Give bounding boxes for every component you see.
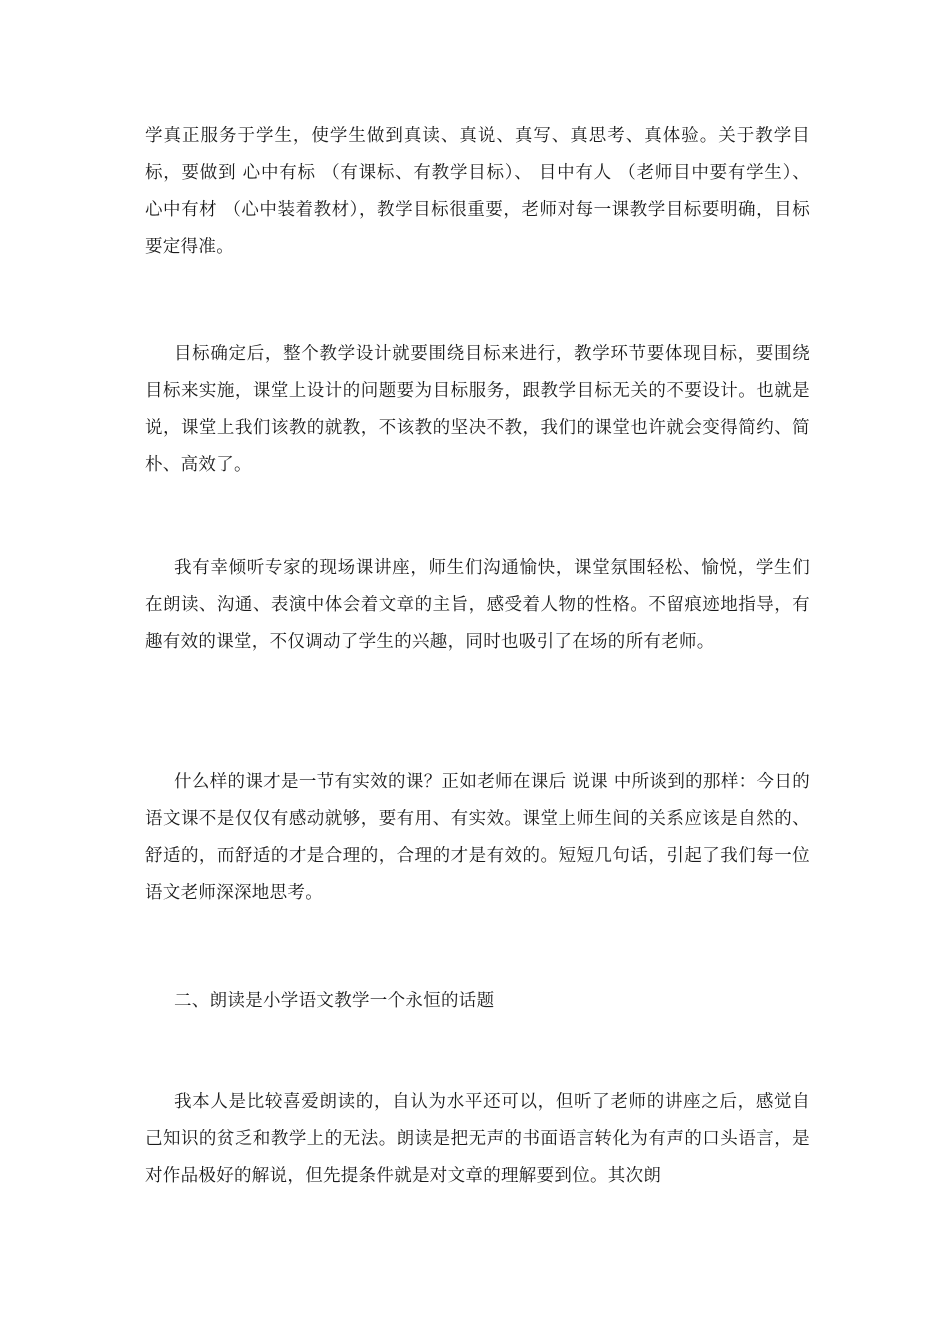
paragraph-teaching-design: 目标确定后，整个教学设计就要围绕目标来进行，教学环节要体现目标，要围绕目标来实施，课堂上设计的问题要为目标服务，跟教学目标无关的不要设计。也就是说，课堂上我们该教的就教，不该教的坚决不教，我们的课堂也许就会变得简约、简朴、高效了。 xyxy=(145,344,810,475)
paragraph-continuation: 学真正服务于学生，使学生做到真读、真说、真写、真思考、真体验。关于教学目标，要做到 心中有标 （有课标、有教学目标）、 目中有人 （老师目中要有学生）、 心中有材 （心中装着教材），教学目标很重要，老师对每一课教学目标要明确，目标要定得准。 xyxy=(145,126,810,257)
paragraph-reading-aloud: 我本人是比较喜爱朗读的，自认为水平还可以，但听了老师的讲座之后，感觉自己知识的贫乏和教学上的无法。朗读是把无声的书面语言转化为有声的口头语言，是对作品极好的解说，但先提条件就是对文章的理解要到位。其次朗 xyxy=(145,1092,810,1186)
section-heading-reading: 二、朗读是小学语文教学一个永恒的话题 xyxy=(174,991,495,1011)
paragraph-expert-lecture: 我有幸倾听专家的现场课讲座，师生们沟通愉快，课堂氛围轻松、愉悦，学生们在朗读、沟通、表演中体会着文章的主旨，感受着人物的性格。不留痕迹地指导，有趣有效的课堂，不仅调动了学生的兴趣，同时也吸引了在场的所有老师。 xyxy=(145,558,810,652)
paragraph-effective-lesson: 什么样的课才是一节有实效的课？正如老师在课后 说课 中所谈到的那样：今日的语文课不是仅仅有感动就够，要有用、有实效。课堂上师生间的关系应该是自然的、舒适的，而舒适的才是合理的，合理的才是有效的。短短几句话，引起了我们每一位语文老师深深地思考。 xyxy=(145,772,810,903)
